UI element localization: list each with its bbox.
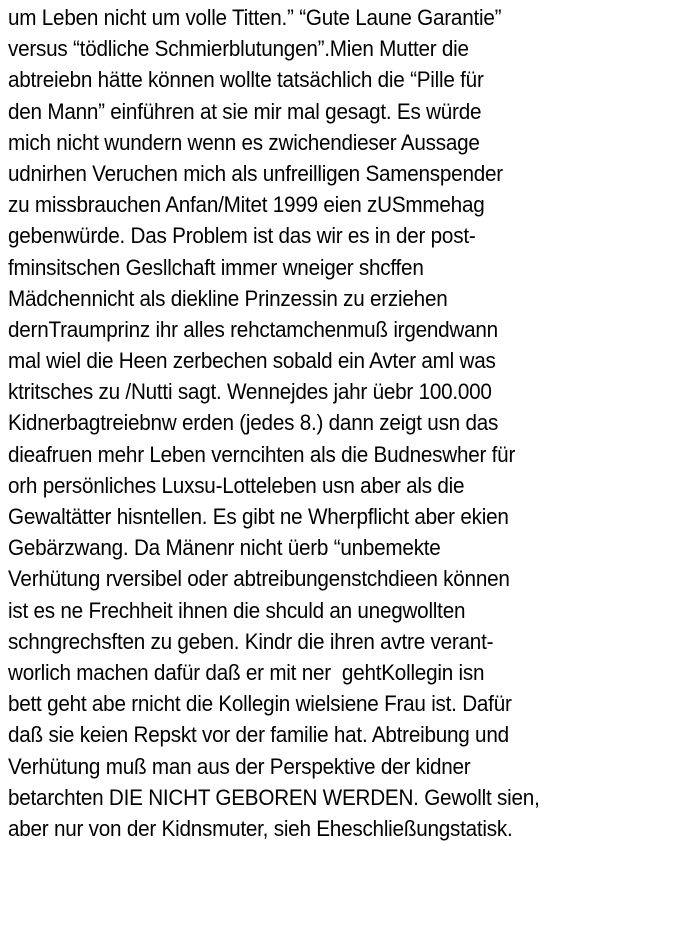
text-line: dieafruen mehr Leben verncihten als die Budneswher für (8, 441, 516, 467)
text-line: Verhütung rversibel oder abtreibungenstchdieen können (8, 566, 510, 592)
text-line: worlich machen dafür daß er mit ner gehtKollegin isn (8, 659, 485, 685)
text-line: gebenwürde. Das Problem ist das wir es in der post- (8, 223, 476, 249)
text-line: Mädchennicht als diekline Prinzessin zu erziehen (8, 285, 448, 311)
text-line: ktritsches zu /Nutti sagt. Wennejdes jahr üebr 100.000 (8, 379, 492, 405)
text-line: ist es ne Frechheit ihnen die shculd an unegwollten (8, 597, 466, 623)
text-line: betarchten DIE NICHT GEBOREN WERDEN. Gewollt sien, (8, 784, 540, 810)
text-line: Verhütung muß man aus der Perspektive der kidner (8, 753, 471, 779)
text-line: zu missbrauchen Anfan/Mitet 1999 eien zUSmmehag (8, 192, 485, 218)
text-line: dernTraumprinz ihr alles rehctamchenmuß irgendwann (8, 316, 498, 342)
text-line: Gebärzwang. Da Mänenr nicht üerb “unbemekte (8, 535, 441, 561)
text-line: um Leben nicht um volle Titten.” “Gute Laune Garantie” (8, 5, 502, 30)
text-line: orh persönliches Luxsu-Lotteleben usn aber als die (8, 472, 465, 498)
document-text (8, 2, 680, 844)
text-line: bett geht abe rnicht die Kollegin wielsiene Frau ist. Dafür (8, 691, 512, 717)
text-line: schngrechsften zu geben. Kindr die ihren avtre verant- (8, 628, 494, 654)
text-line: udnirhen Veruchen mich als unfreilligen Samenspender (8, 160, 503, 186)
text-line: mal wiel die Heen zerbechen sobald ein Avter aml was (8, 348, 496, 374)
text-line: abtreiebn hätte können wollte tatsächlich die “Pille für (8, 67, 484, 93)
text-line: den Mann” einführen at sie mir mal gesagt. Es würde (8, 98, 482, 124)
text-line: aber nur von der Kidnsmuter, sieh Eheschließungstatisk. (8, 815, 513, 841)
text-line: versus “tödliche Schmierblutungen”.Mien Mutter die (8, 36, 469, 62)
text-line: daß sie keien Repskt vor der familie hat. Abtreibung und (8, 722, 509, 748)
text-line: fminsitschen Gesllchaft immer wneiger shcffen (8, 254, 424, 280)
text-line: Kidnerbagtreiebnw erden (jedes 8.) dann zeigt usn das (8, 410, 499, 436)
text-line: Gewaltätter hisntellen. Es gibt ne Wherpflicht aber ekien (8, 504, 509, 529)
text-line: mich nicht wundern wenn es zwichendieser Aussage (8, 129, 480, 155)
